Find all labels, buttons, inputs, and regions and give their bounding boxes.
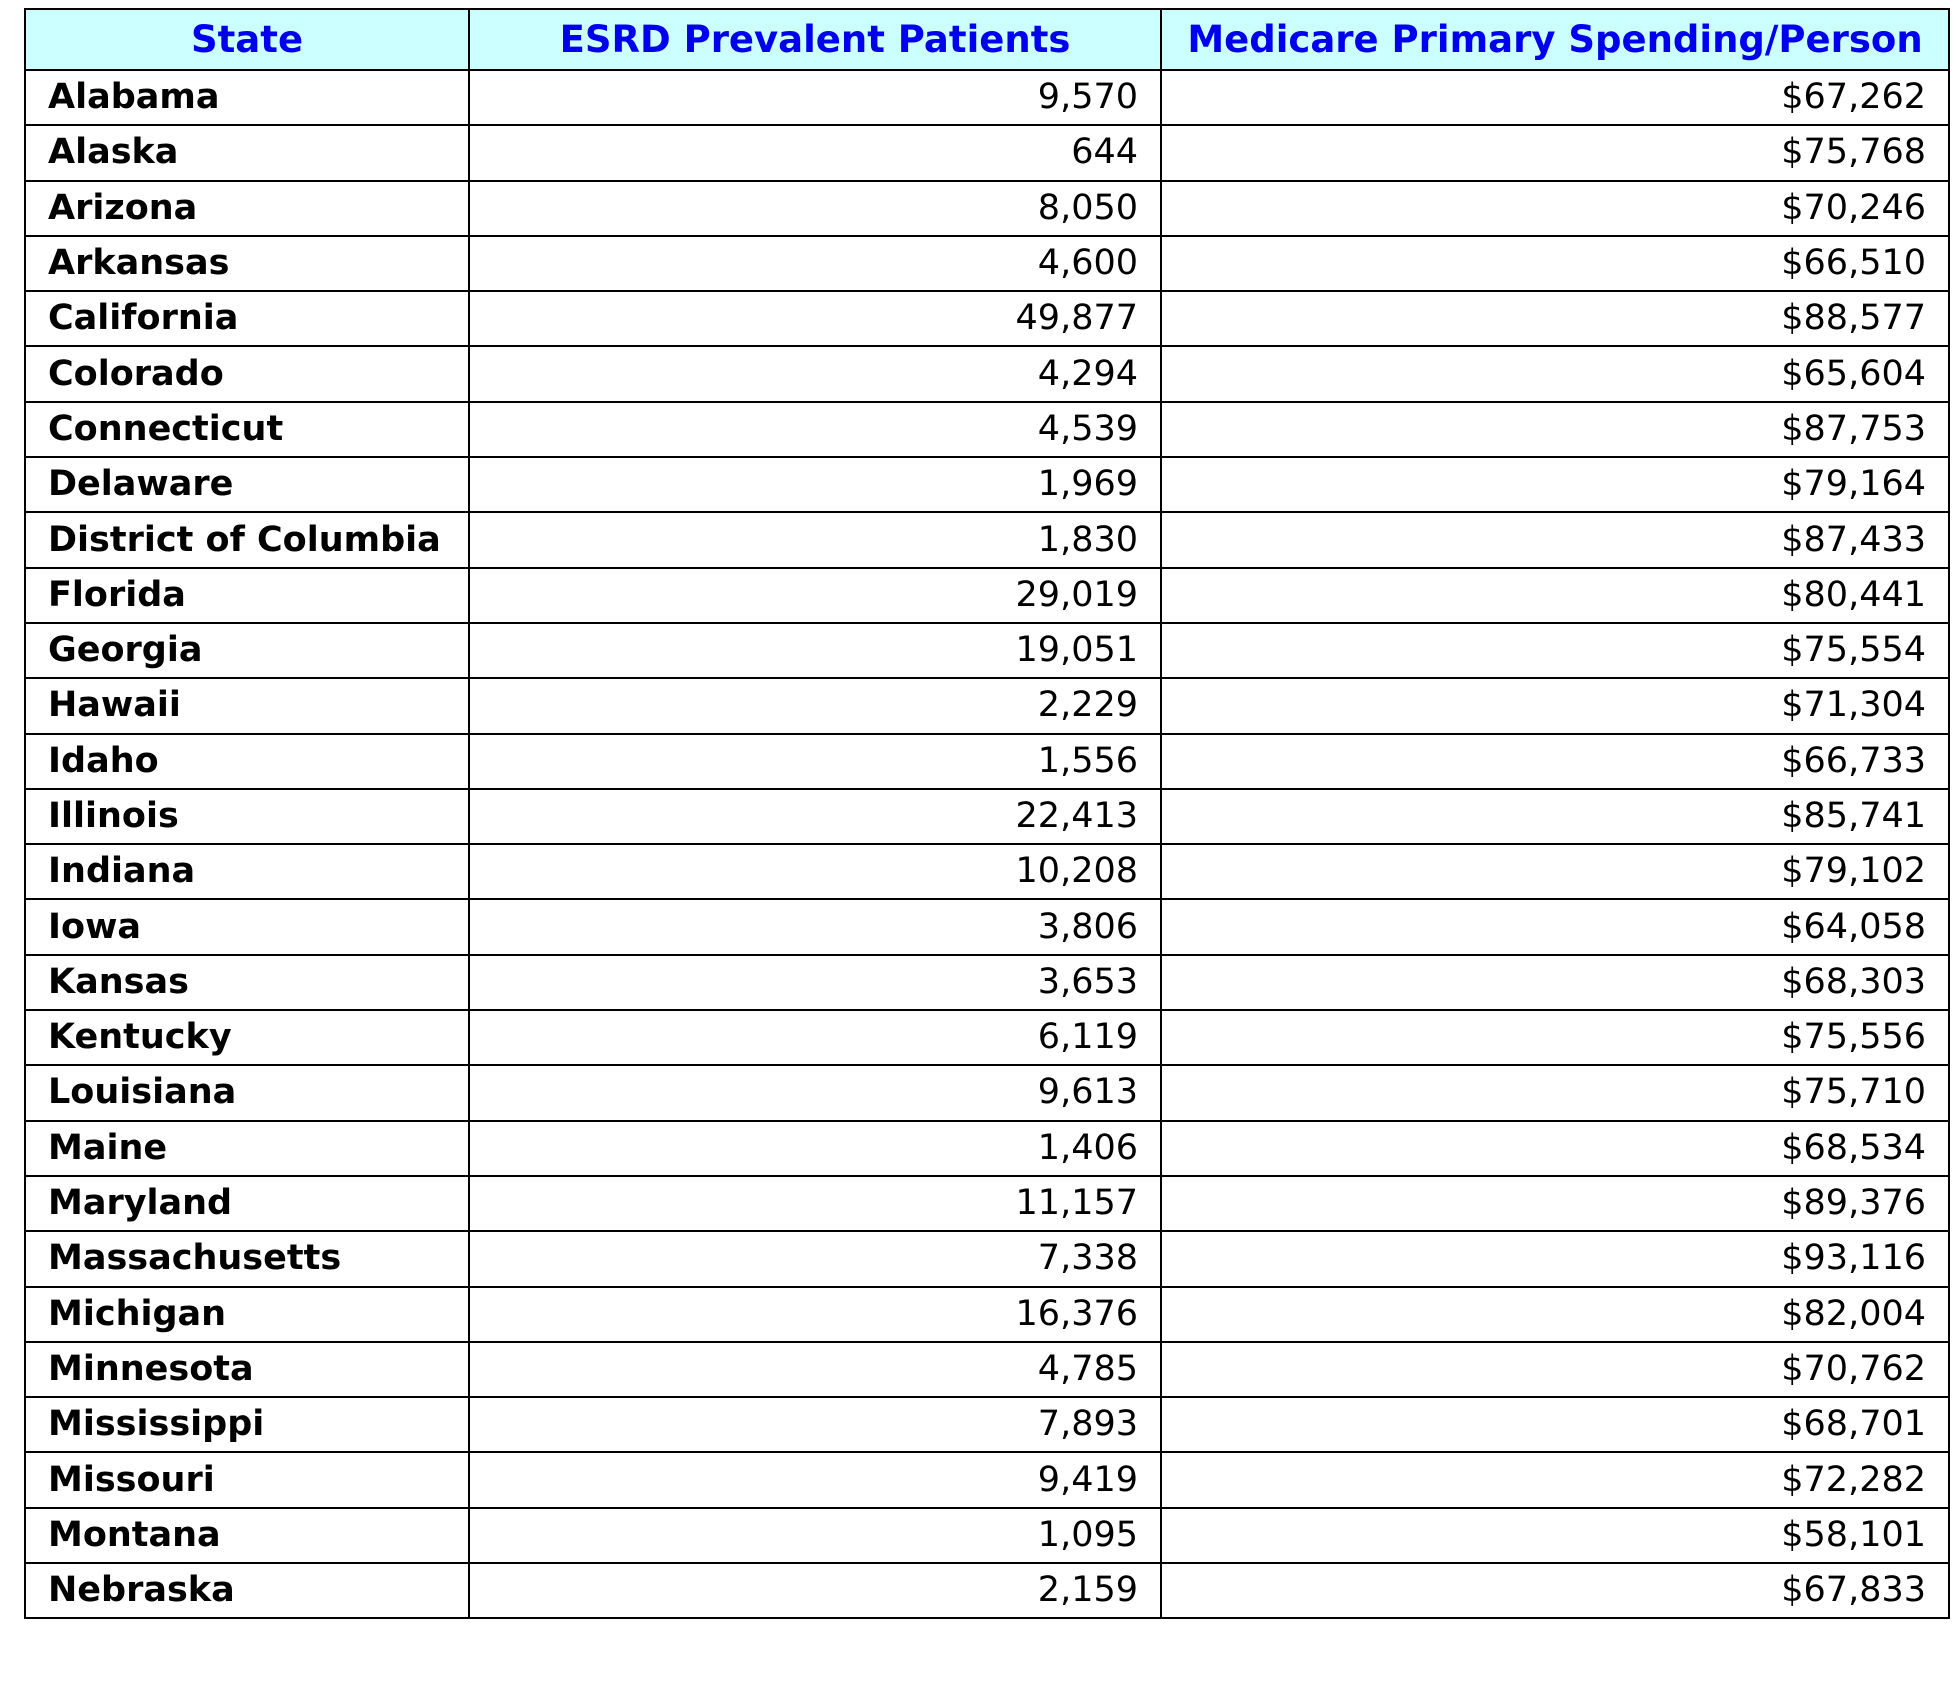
state-name-cell: Kansas [25,955,469,1010]
spending-per-person-cell: $67,262 [1161,70,1949,125]
state-name-cell: District of Columbia [25,512,469,567]
state-name-cell: Kentucky [25,1010,469,1065]
table-row [25,678,1949,733]
state-name-cell: Alaska [25,125,469,180]
esrd-patients-cell: 644 [469,125,1161,180]
esrd-patients-cell: 3,806 [469,899,1161,954]
esrd-patients-cell: 29,019 [469,568,1161,623]
spending-per-person-cell: $66,510 [1161,236,1949,291]
table-row [25,402,1949,457]
table-row [25,1176,1949,1231]
table-row [25,1397,1949,1452]
esrd-patients-cell: 1,830 [469,512,1161,567]
state-name-cell: Maryland [25,1176,469,1231]
table-row [25,512,1949,567]
spending-per-person-cell: $72,282 [1161,1452,1949,1507]
spending-per-person-cell: $87,433 [1161,512,1949,567]
spending-per-person-cell: $75,710 [1161,1065,1949,1120]
esrd-patients-cell: 1,556 [469,734,1161,789]
state-name-cell: Louisiana [25,1065,469,1120]
table-row [25,734,1949,789]
column-header-esrd-patients: ESRD Prevalent Patients [469,9,1161,70]
esrd-patients-cell: 7,338 [469,1231,1161,1286]
state-name-cell: Massachusetts [25,1231,469,1286]
spending-per-person-cell: $70,762 [1161,1342,1949,1397]
table-row [25,1287,1949,1342]
table-row [25,1452,1949,1507]
spending-per-person-cell: $70,246 [1161,181,1949,236]
table-row [25,125,1949,180]
spending-per-person-cell: $85,741 [1161,789,1949,844]
esrd-patients-cell: 3,653 [469,955,1161,1010]
esrd-patients-cell: 1,969 [469,457,1161,512]
column-header-state: State [25,9,469,70]
esrd-spending-table [24,8,1950,1619]
table-row [25,955,1949,1010]
state-name-cell: Connecticut [25,402,469,457]
table-row [25,181,1949,236]
state-name-cell: Georgia [25,623,469,678]
esrd-patients-cell: 4,294 [469,346,1161,401]
state-name-cell: Maine [25,1121,469,1176]
table-row [25,844,1949,899]
spending-per-person-cell: $80,441 [1161,568,1949,623]
esrd-patients-cell: 6,119 [469,1010,1161,1065]
spending-per-person-cell: $87,753 [1161,402,1949,457]
esrd-patients-cell: 4,600 [469,236,1161,291]
table-row [25,568,1949,623]
state-name-cell: Illinois [25,789,469,844]
header-row [25,9,1949,70]
state-name-cell: Iowa [25,899,469,954]
spending-per-person-cell: $71,304 [1161,678,1949,733]
spending-per-person-cell: $75,554 [1161,623,1949,678]
state-name-cell: Michigan [25,1287,469,1342]
esrd-patients-cell: 1,095 [469,1508,1161,1563]
spending-per-person-cell: $65,604 [1161,346,1949,401]
esrd-patients-cell: 9,419 [469,1452,1161,1507]
state-name-cell: Montana [25,1508,469,1563]
state-name-cell: Arizona [25,181,469,236]
table-header [25,9,1949,70]
table-row [25,1010,1949,1065]
spending-per-person-cell: $64,058 [1161,899,1949,954]
table-row [25,1508,1949,1563]
esrd-patients-cell: 49,877 [469,291,1161,346]
esrd-patients-cell: 4,539 [469,402,1161,457]
state-name-cell: California [25,291,469,346]
table-row [25,899,1949,954]
spending-per-person-cell: $89,376 [1161,1176,1949,1231]
esrd-patients-cell: 7,893 [469,1397,1161,1452]
spending-per-person-cell: $79,102 [1161,844,1949,899]
spending-per-person-cell: $82,004 [1161,1287,1949,1342]
table-row [25,70,1949,125]
spending-per-person-cell: $75,556 [1161,1010,1949,1065]
table-body [25,70,1949,1618]
table-row [25,457,1949,512]
esrd-patients-cell: 19,051 [469,623,1161,678]
column-header-spending-per-person: Medicare Primary Spending/Person [1161,9,1949,70]
esrd-patients-cell: 9,570 [469,70,1161,125]
state-name-cell: Mississippi [25,1397,469,1452]
state-name-cell: Nebraska [25,1563,469,1618]
state-name-cell: Idaho [25,734,469,789]
table-row [25,236,1949,291]
esrd-patients-cell: 2,159 [469,1563,1161,1618]
table-row [25,291,1949,346]
esrd-patients-cell: 22,413 [469,789,1161,844]
state-name-cell: Delaware [25,457,469,512]
table-row [25,1231,1949,1286]
spending-per-person-cell: $67,833 [1161,1563,1949,1618]
state-name-cell: Arkansas [25,236,469,291]
spending-per-person-cell: $68,701 [1161,1397,1949,1452]
spending-per-person-cell: $75,768 [1161,125,1949,180]
state-name-cell: Missouri [25,1452,469,1507]
state-name-cell: Indiana [25,844,469,899]
table-row [25,1065,1949,1120]
state-name-cell: Hawaii [25,678,469,733]
esrd-patients-cell: 2,229 [469,678,1161,733]
spending-per-person-cell: $68,303 [1161,955,1949,1010]
esrd-patients-cell: 4,785 [469,1342,1161,1397]
state-name-cell: Colorado [25,346,469,401]
spending-per-person-cell: $93,116 [1161,1231,1949,1286]
esrd-patients-cell: 8,050 [469,181,1161,236]
esrd-patients-cell: 16,376 [469,1287,1161,1342]
table-row [25,346,1949,401]
table-row [25,1121,1949,1176]
table-row [25,789,1949,844]
spending-per-person-cell: $88,577 [1161,291,1949,346]
esrd-spending-table-container [24,8,1948,1619]
esrd-patients-cell: 10,208 [469,844,1161,899]
esrd-patients-cell: 9,613 [469,1065,1161,1120]
esrd-patients-cell: 11,157 [469,1176,1161,1231]
table-row [25,1342,1949,1397]
state-name-cell: Minnesota [25,1342,469,1397]
table-row [25,623,1949,678]
spending-per-person-cell: $66,733 [1161,734,1949,789]
esrd-patients-cell: 1,406 [469,1121,1161,1176]
table-row [25,1563,1949,1618]
spending-per-person-cell: $79,164 [1161,457,1949,512]
spending-per-person-cell: $58,101 [1161,1508,1949,1563]
spending-per-person-cell: $68,534 [1161,1121,1949,1176]
state-name-cell: Alabama [25,70,469,125]
state-name-cell: Florida [25,568,469,623]
